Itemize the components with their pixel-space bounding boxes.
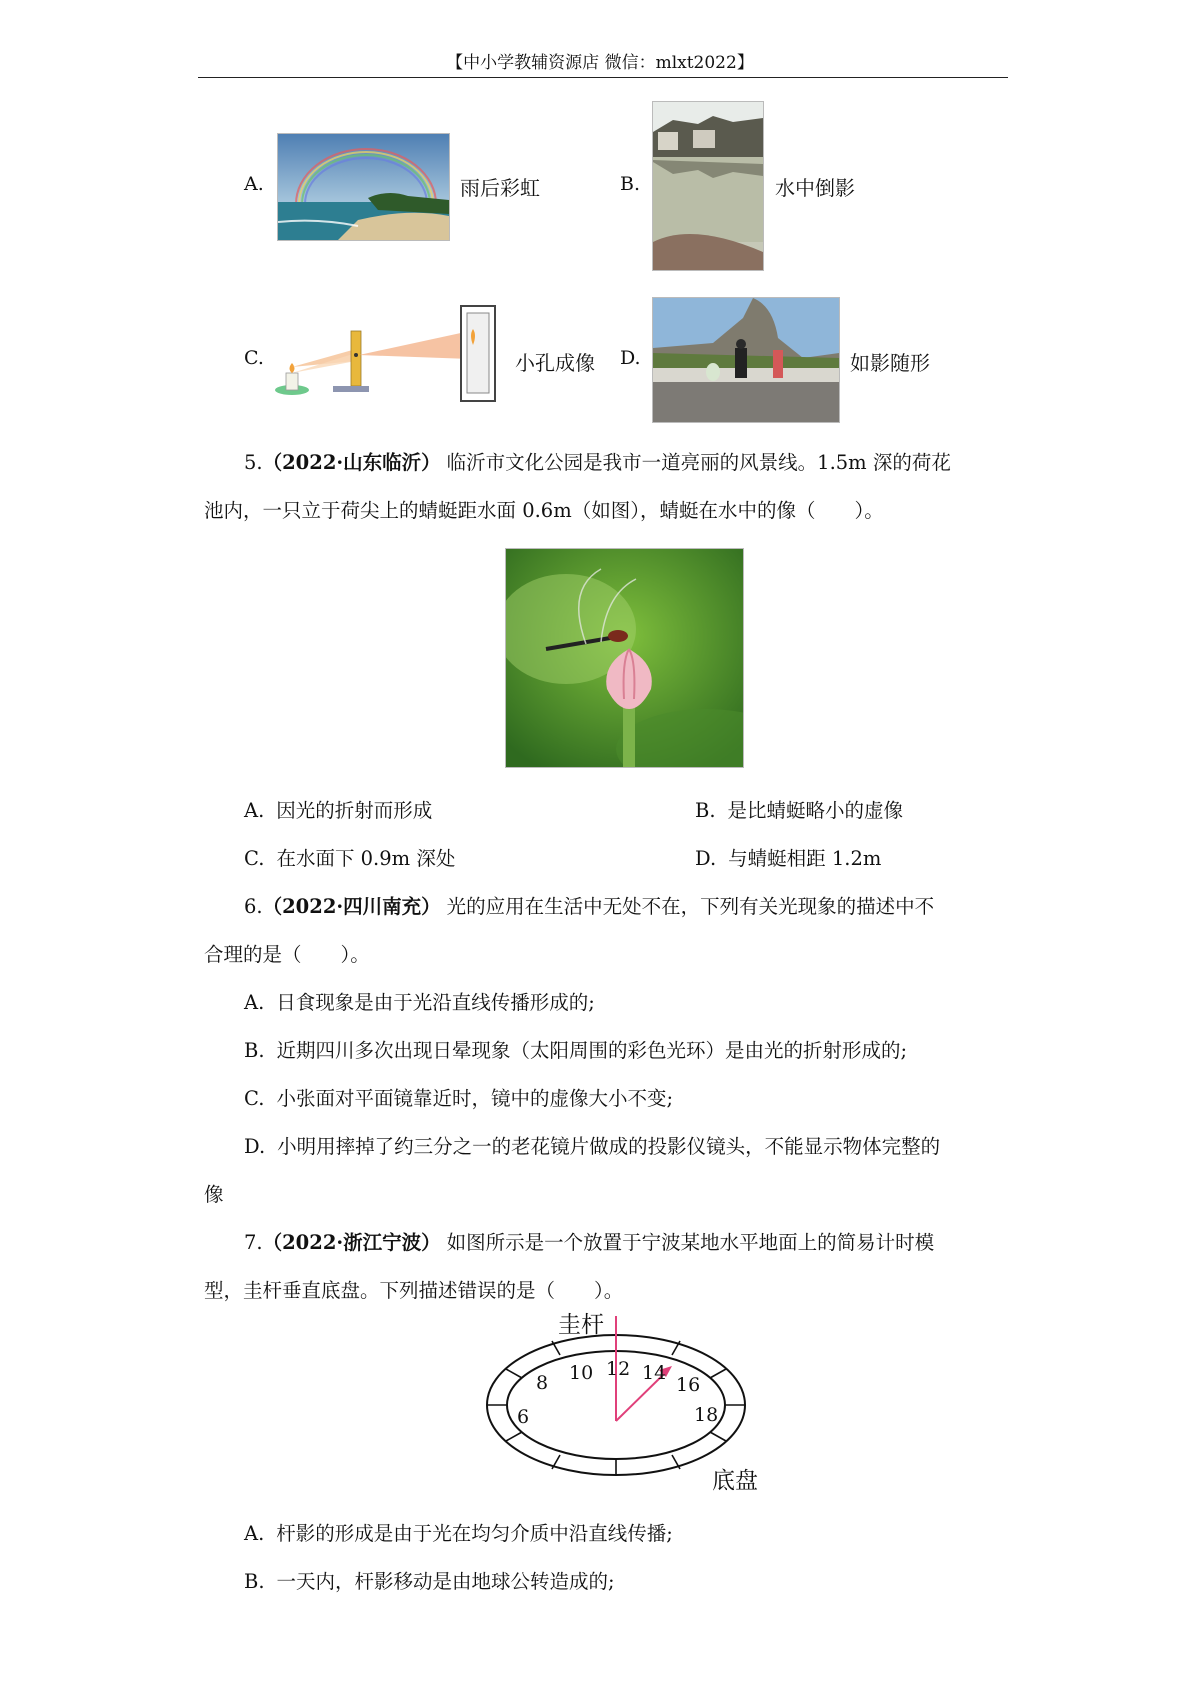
- q6-option-b-letter: B.: [244, 1039, 265, 1062]
- q6-option-b-text: 近期四川多次出现日晕现象（太阳周围的彩色光环）是由光的折射形成的;: [276, 1039, 908, 1062]
- q4-option-a-caption: 雨后彩虹: [460, 176, 540, 200]
- q7-stem-line2: 型，圭杆垂直底盘。下列描述错误的是（ ）。: [204, 1279, 624, 1302]
- q7-option-b: [244, 1568, 615, 1596]
- hour-label: 18: [694, 1404, 719, 1426]
- q5-option-c: [244, 845, 455, 873]
- q6-option-c: [244, 1085, 673, 1113]
- q6-option-c-text: 小张面对平面镜靠近时，镜中的虚像大小不变;: [276, 1087, 674, 1110]
- q5-option-a: [244, 797, 432, 825]
- hour-label: 14: [642, 1362, 667, 1384]
- q5-stem-line1: [244, 449, 951, 477]
- q5-option-c-letter: C.: [244, 847, 265, 870]
- q5-number: 5.: [244, 451, 263, 474]
- hour-label: 6: [517, 1406, 530, 1428]
- q5-option-d: [695, 845, 881, 873]
- hour-label: 12: [606, 1358, 631, 1380]
- q6-option-a: [244, 989, 595, 1017]
- q6-option-d-letter: D.: [244, 1135, 266, 1158]
- q6-option-d-text: 小明用摔掉了约三分之一的老花镜片做成的投影仪镜头，不能显示物体完整的: [277, 1135, 941, 1158]
- dragonfly-photo: [505, 548, 744, 768]
- hour-label: 16: [676, 1374, 701, 1396]
- q6-source: （2022·四川南充）: [262, 895, 441, 918]
- reflection-photo: [652, 101, 764, 271]
- sundial-figure: [482, 1306, 762, 1494]
- q7-stem-line1: [244, 1229, 934, 1257]
- q5-option-d-text: 与蜻蜓相距 1.2m: [728, 847, 882, 870]
- q6-text: 光的应用在生活中无处不在，下列有关光现象的描述中不: [446, 895, 935, 918]
- q6-stem-line1: [244, 893, 934, 921]
- page-header: 【中小学教辅资源店 微信：mlxt2022】: [446, 53, 754, 73]
- rainbow-photo: [277, 133, 450, 241]
- q7-option-a-letter: A.: [244, 1522, 265, 1545]
- q7-option-b-letter: B.: [244, 1570, 265, 1593]
- q4-option-b-caption: 水中倒影: [775, 176, 855, 200]
- q5-option-a-letter: A.: [244, 799, 265, 822]
- q7-option-b-text: 一天内，杆影移动是由地球公转造成的;: [276, 1570, 615, 1593]
- q5-option-d-letter: D.: [695, 847, 717, 870]
- q6-option-a-letter: A.: [244, 991, 265, 1014]
- q5-option-b-text: 是比蜻蜓略小的虚像: [727, 799, 904, 822]
- q5-source: （2022·山东临沂）: [262, 451, 441, 474]
- q6-option-d: [244, 1133, 940, 1161]
- q4-option-d-letter: D.: [620, 347, 641, 369]
- q5-option-a-text: 因光的折射而形成: [276, 799, 433, 822]
- header-divider: [198, 77, 1008, 78]
- pole-label: 圭杆: [558, 1312, 604, 1338]
- base-label: 底盘: [712, 1468, 758, 1494]
- q7-text: 如图所示是一个放置于宁波某地水平地面上的简易计时模: [446, 1231, 935, 1254]
- pinhole-diagram: [273, 301, 505, 415]
- q4-option-b-letter: B.: [620, 173, 641, 195]
- hour-label: 10: [569, 1362, 594, 1384]
- q6-stem-line2: 合理的是（ ）。: [204, 943, 370, 966]
- q7-source: （2022·浙江宁波）: [262, 1231, 441, 1254]
- q7-number: 7.: [244, 1231, 263, 1254]
- q4-option-d-caption: 如影随形: [850, 351, 930, 375]
- hour-label: 8: [536, 1372, 549, 1394]
- q6-option-c-letter: C.: [244, 1087, 265, 1110]
- q6-number: 6.: [244, 895, 263, 918]
- q5-option-b-letter: B.: [695, 799, 716, 822]
- q6-option-b: [244, 1037, 907, 1065]
- q4-option-c-letter: C.: [244, 347, 264, 369]
- q6-option-a-text: 日食现象是由于光沿直线传播形成的;: [276, 991, 595, 1014]
- q7-option-a: [244, 1520, 673, 1548]
- q7-option-a-text: 杆影的形成是由于光在均匀介质中沿直线传播;: [276, 1522, 673, 1545]
- q5-option-c-text: 在水面下 0.9m 深处: [276, 847, 456, 870]
- q5-option-b: [695, 797, 903, 825]
- q4-option-a-letter: A.: [244, 173, 264, 195]
- shadow-photo: [652, 297, 840, 423]
- q4-option-c-caption: 小孔成像: [515, 351, 595, 375]
- q5-stem-line2: 池内，一只立于荷尖上的蜻蜓距水面 0.6m（如图），蜻蜓在水中的像（ ）。: [204, 499, 884, 522]
- q6-option-d-continuation: 像: [204, 1183, 224, 1206]
- q5-text: 临沂市文化公园是我市一道亮丽的风景线。1.5m 深的荷花: [446, 451, 951, 474]
